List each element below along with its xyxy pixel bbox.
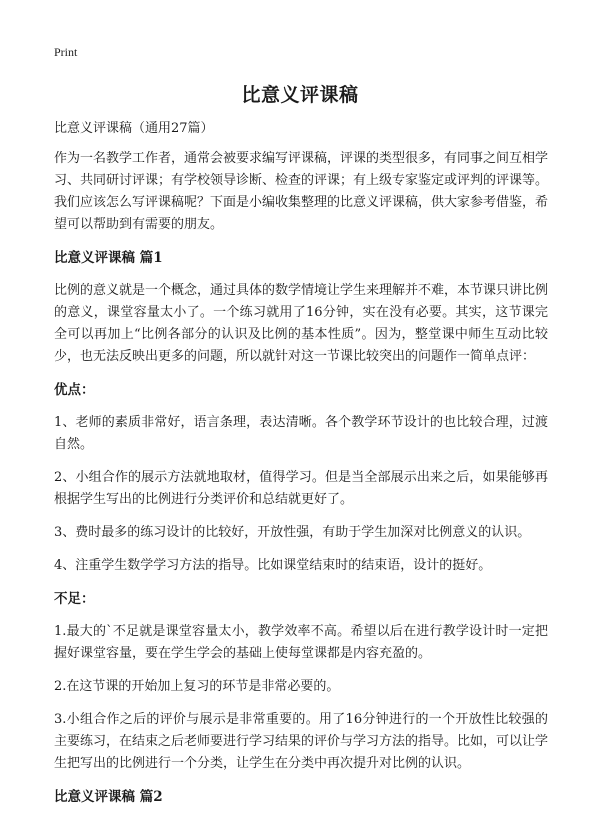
cons-item-2: 2.在这节课的开始加上复习的环节是非常必要的。	[54, 679, 340, 694]
cons-item-3: 3.小组合作之后的评价与展示是非常重要的。用了16分钟进行的一个开放性比较强的主要练习，在结束之后老师要进行学习结果的评价与学习方法的指导。比如，可以让学生把写出的比例进行一个分类，让学生在分类中再次提升对比例的认识。	[54, 712, 549, 771]
document-subtitle: 比意义评课稿（通用27篇）	[54, 121, 214, 136]
section-heading-1: 比意义评课稿 篇1	[54, 250, 163, 266]
intro-paragraph: 作为一名教学工作者，通常会被要求编写评课稿，评课的类型很多，有同事之间互相学习、共同研讨评课；有学校领导诊断、检查的评课；有上级专家鉴定或评判的评课等。我们应该怎么写评课稿呢？下面是小编收集整理的比意义评课稿，供大家参考借鉴，希望可以帮助到有需要的朋友。	[54, 151, 549, 232]
section-heading-2: 比意义评课稿 篇2	[54, 789, 163, 805]
cons-heading: 不足：	[54, 591, 95, 607]
pros-item-3: 3、费时最多的练习设计的比较好，开放性强，有助于学生加深对比例意义的认识。	[54, 525, 531, 540]
section-1-paragraph: 比例的意义就是一个概念，通过具体的数学情境让学生来理解并不难，本节课只讲比例的意义，课堂容量太小了。一个练习就用了16分钟，实在没有必要。其实，这节课完全可以再加上“比例各部分的认识及比例的基本性质”。因为，整堂课中师生互动比较少，也无法反映出更多的问题，所以就针对这一节课比较突出的问题作一简单点评：	[54, 283, 549, 364]
pros-item-4: 4、注重学生数学学习方法的指导。比如课堂结束时的结束语，设计的挺好。	[54, 558, 492, 573]
pros-item-2: 2、小组合作的展示方法就地取材，值得学习。但是当全部展示出来之后，如果能够再根据学生写出的比例进行分类评价和总结就更好了。	[54, 470, 548, 507]
document-body	[54, 118, 548, 819]
pros-item-1: 1、老师的素质非常好，语言条理，表达清晰。各个教学环节设计的也比较合理，过渡自然。	[54, 415, 548, 452]
print-link[interactable]: Print	[54, 45, 78, 59]
cons-item-1: 1.最大的`不足就是课堂容量太小，教学效率不高。希望以后在进行教学设计时一定把握好课堂容量，要在学生学会的基础上使每堂课都是内容充盈的。	[54, 624, 548, 661]
page-title: 比意义评课稿	[241, 84, 359, 106]
pros-heading: 优点：	[54, 382, 95, 398]
